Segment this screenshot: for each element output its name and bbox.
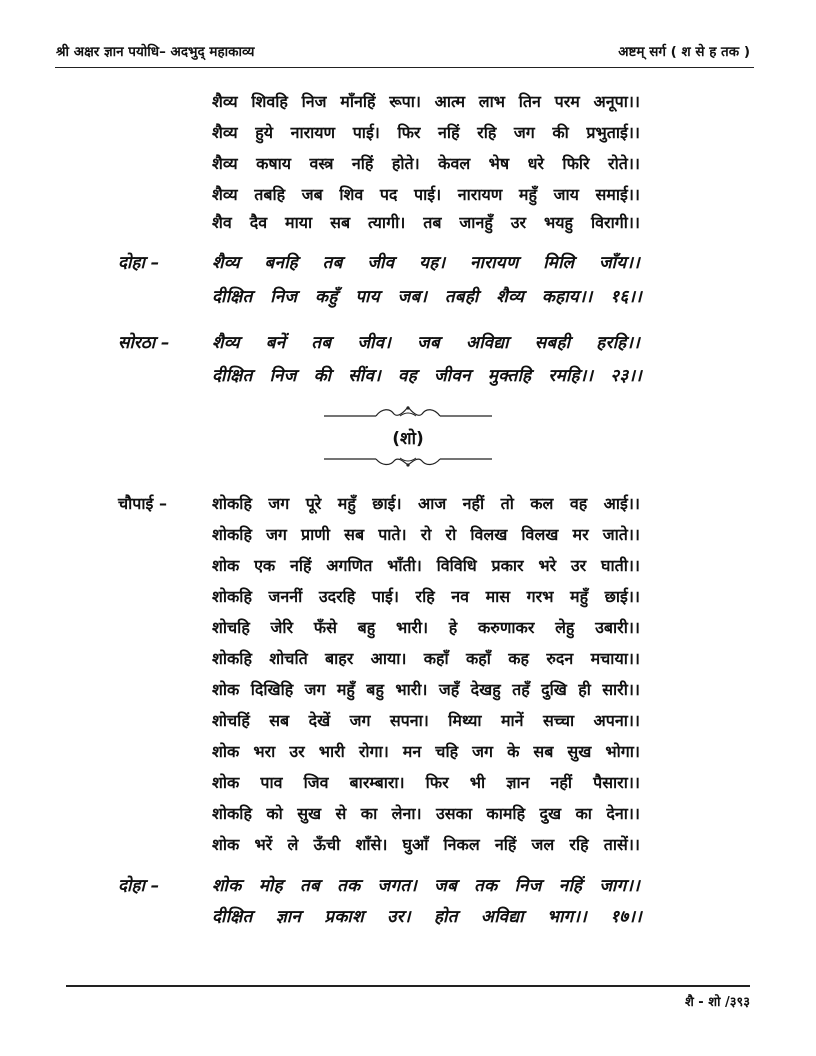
page-header-left: श्री अक्षर ज्ञान पयोधि– अदभुद् महाकाव्य: [56, 44, 255, 60]
verse-line: शोकहि जग पूरे महुँ छाई। आज नहीं तो कल वह आई।।: [212, 494, 640, 513]
doha-line: दीक्षित ज्ञान प्रकाश उर। होत अविद्या भाग।। १७।।: [212, 907, 642, 927]
verse-line: शैव दैव माया सब त्यागी। तब जानहुँ उर भयहु विरागी।।: [212, 213, 640, 232]
verse-line: शोचहि जेरि फँसे बहु भारी। हे करुणाकर लेहु उबारी।।: [212, 618, 640, 637]
doha-label: दोहा –: [118, 876, 160, 896]
footer-divider: [66, 985, 750, 987]
ornament-top-icon: [320, 404, 496, 420]
verse-line: शैव्य तबहि जब शिव पद पाई। नारायण महुँ जाय समाई।।: [212, 185, 640, 204]
doha-label: दोहा –: [118, 253, 160, 273]
page-header-right: अष्टम् सर्ग ( श से ह तक ): [618, 44, 750, 60]
verse-line: शोचहिं सब देखें जग सपना। मिथ्या मानें सच्चा अपना।।: [212, 711, 640, 730]
verse-line: शैव्य हुये नारायण पाई। फिर नहिं रहि जग की प्रभुताई।।: [212, 123, 640, 142]
verse-line: शोक भरें ले ऊँची शाँसे। घुआँ निकल नहिं जल रहि तासें।।: [212, 835, 640, 854]
verse-line: शैव्य शिवहि निज माँनहिं रूपा। आत्म लाभ तिन परम अनूपा।।: [212, 92, 640, 111]
verse-line: शोक दिखिहि जग महुँ बहु भारी। जहँ देखहु तहँ दुखि ही सारी।।: [212, 680, 640, 699]
doha-line: शोक मोह तब तक जगत। जब तक निज नहिं जाग।।: [212, 876, 640, 896]
page-number: शै - शो /३९३: [684, 995, 750, 1010]
sortha-label: सोरठा –: [118, 333, 170, 353]
verse-line: शोकहि जग प्राणी सब पाते। रो रो विलख विलख मर जाते।।: [212, 525, 640, 544]
sortha-line: दीक्षित निज की सींव। वह जीवन मुक्तहि रमहि।। २३।।: [212, 366, 642, 386]
sortha-line: शैव्य बनें तब जीव। जब अविद्या सबही हरहि।।: [212, 333, 640, 353]
section-heading: (शो): [392, 429, 424, 449]
doha-line: दीक्षित निज कहुँ पाय जब। तबही शैव्य कहाय।। १६।।: [212, 287, 642, 307]
verse-line: शोक भरा उर भारी रोगा। मन चहि जग के सब सुख भोगा।: [212, 742, 640, 761]
verse-line: शोकहि शोचति बाहर आया। कहाँ कहाँ कह रुदन मचाया।।: [212, 649, 640, 668]
doha-line: शैव्य बनहि तब जीव यह। नारायण मिलि जाँय।।: [212, 253, 640, 273]
header-divider: [55, 67, 754, 68]
verse-line: शोक एक नहिं अगणित भाँती। विविधि प्रकार भरे उर घाती।।: [212, 556, 640, 575]
chaupai-label: चौपाई –: [118, 494, 167, 513]
verse-line: शोकहि को सुख से का लेना। उसका कामहि दुख का देना।।: [212, 804, 640, 823]
section-heading-block: [320, 400, 496, 470]
verse-line: शोकहि जननीं उदरहि पाई। रहि नव मास गरभ महुँ छाई।।: [212, 587, 640, 606]
verse-line: शैव्य कषाय वस्त्र नहिं होते। केवल भेष धरे फिरि रोते।।: [212, 154, 640, 173]
ornament-bottom-icon: [320, 452, 496, 468]
verse-line: शोक पाव जिव बारम्बारा। फिर भी ज्ञान नहीं पैसारा।।: [212, 773, 640, 792]
